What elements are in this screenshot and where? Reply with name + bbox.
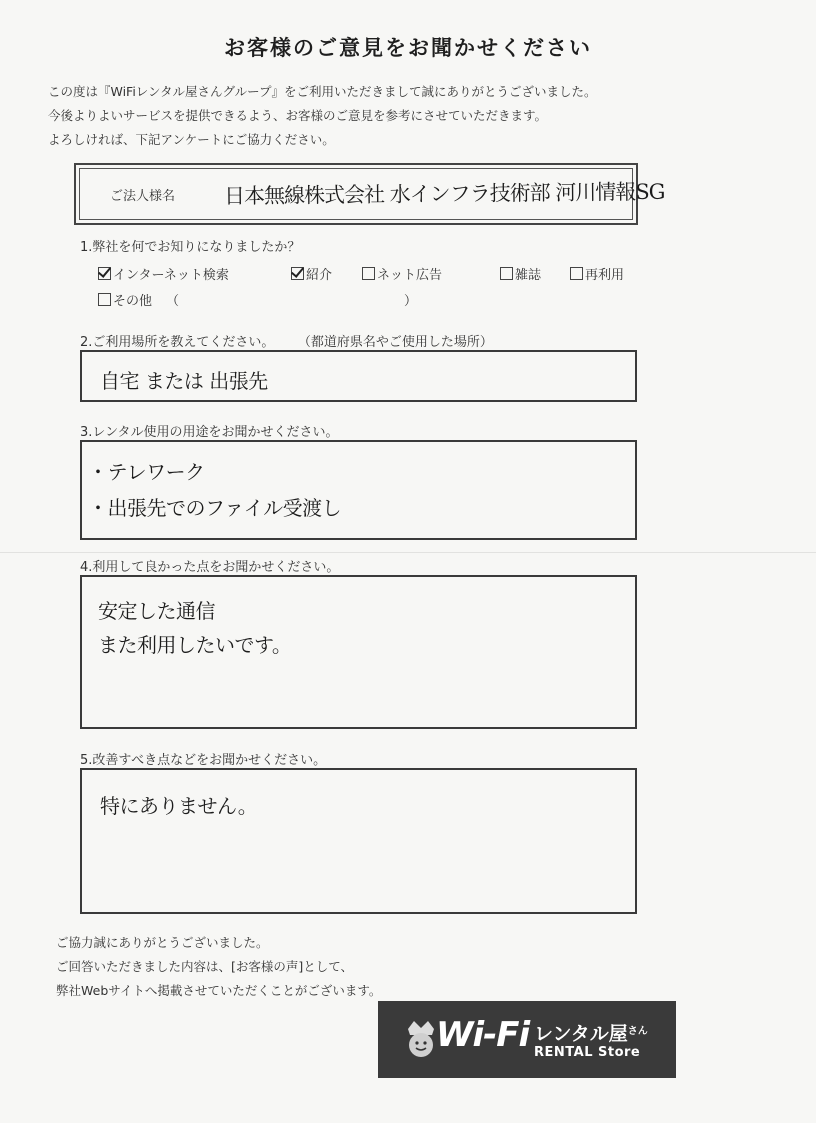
corporate-name-label: ご法人様名 <box>110 189 176 204</box>
q2-question <box>80 331 493 350</box>
wifi-rental-logo <box>378 1001 676 1078</box>
q3-answer-line: ・出張先でのファイル受渡し <box>88 496 342 520</box>
q5-answer-box[interactable] <box>80 768 637 914</box>
option-label: 紹介 <box>306 268 333 283</box>
option-internet-search[interactable] <box>98 264 229 283</box>
q3-answer-line: ・テレワーク <box>88 460 205 484</box>
checkbox-icon[interactable] <box>98 293 111 306</box>
logo-wifi-text: Wi-Fi <box>436 1015 530 1055</box>
logo-jp-small: さん <box>627 1026 648 1037</box>
intro-line: よろしければ、下記アンケートにご協力ください。 <box>48 132 335 147</box>
corporate-name-value: 日本無線株式会社 水インフラ技術部 河川情報SG <box>223 179 665 209</box>
option-label: ネット広告 <box>377 268 443 283</box>
corporate-name-box <box>74 163 665 225</box>
q4-answer-box[interactable] <box>80 575 637 729</box>
option-other[interactable] <box>98 290 152 309</box>
checkbox-icon[interactable] <box>570 267 583 280</box>
other-paren-open: （ <box>166 294 180 309</box>
q2-answer-box[interactable] <box>80 350 637 402</box>
crown-mascot-icon <box>402 1019 440 1059</box>
option-label: 再利用 <box>585 268 625 283</box>
q2-question-text: 2.ご利用場所を教えてください。 <box>80 335 275 350</box>
fold-line <box>0 552 816 553</box>
page-title: お客様のご意見をお聞かせください <box>224 36 592 60</box>
checkbox-icon[interactable] <box>362 267 375 280</box>
q4-answer-line: また利用したいです。 <box>98 633 292 657</box>
q3-question: 3.レンタル使用の用途をお聞かせください。 <box>80 425 339 440</box>
q2-answer: 自宅 または 出張先 <box>100 369 268 393</box>
q4-question: 4.利用して良かった点をお聞かせください。 <box>80 560 340 575</box>
option-label: その他 <box>113 294 153 309</box>
intro-line: この度は『WiFiレンタル屋さんグループ』をご利用いただきまして誠にありがとうございました。 <box>48 84 597 99</box>
logo-jp-main: レンタル屋 <box>534 1023 628 1045</box>
option-referral[interactable] <box>291 264 332 283</box>
footer-text <box>56 931 381 1003</box>
footer-line: ご協力誠にありがとうございました。 <box>56 935 269 950</box>
checkbox-checked-icon[interactable] <box>98 267 111 280</box>
logo-en-text: RENTAL Store <box>534 1045 641 1060</box>
intro-text <box>48 80 597 152</box>
q5-answer: 特にありません。 <box>100 794 258 818</box>
logo-jp-text <box>534 1019 648 1046</box>
q2-note: （都道府県名やご使用した場所） <box>304 335 493 350</box>
other-paren-close: ） <box>404 294 418 309</box>
q1-question: 1.弊社を何でお知りになりましたか？ <box>80 240 301 255</box>
intro-line: 今後よりよいサービスを提供できるよう、お客様のご意見を参考にさせていただきます。 <box>48 108 548 123</box>
q4-answer-line: 安定した通信 <box>98 599 215 623</box>
option-label: インターネット検索 <box>113 268 229 283</box>
option-reuse[interactable] <box>570 264 624 283</box>
footer-line: ご回答いただきました内容は、[お客様の声]として、 <box>56 959 354 974</box>
q5-question: 5.改善すべき点などをお聞かせください。 <box>80 753 327 768</box>
checkbox-checked-icon[interactable] <box>291 267 304 280</box>
option-label: 雑誌 <box>515 268 542 283</box>
q3-answer-box[interactable] <box>80 440 637 540</box>
checkbox-icon[interactable] <box>500 267 513 280</box>
footer-line: 弊社Webサイトへ掲載させていただくことがございます。 <box>56 983 382 998</box>
option-net-ad[interactable] <box>362 264 442 283</box>
option-magazine[interactable] <box>500 264 541 283</box>
